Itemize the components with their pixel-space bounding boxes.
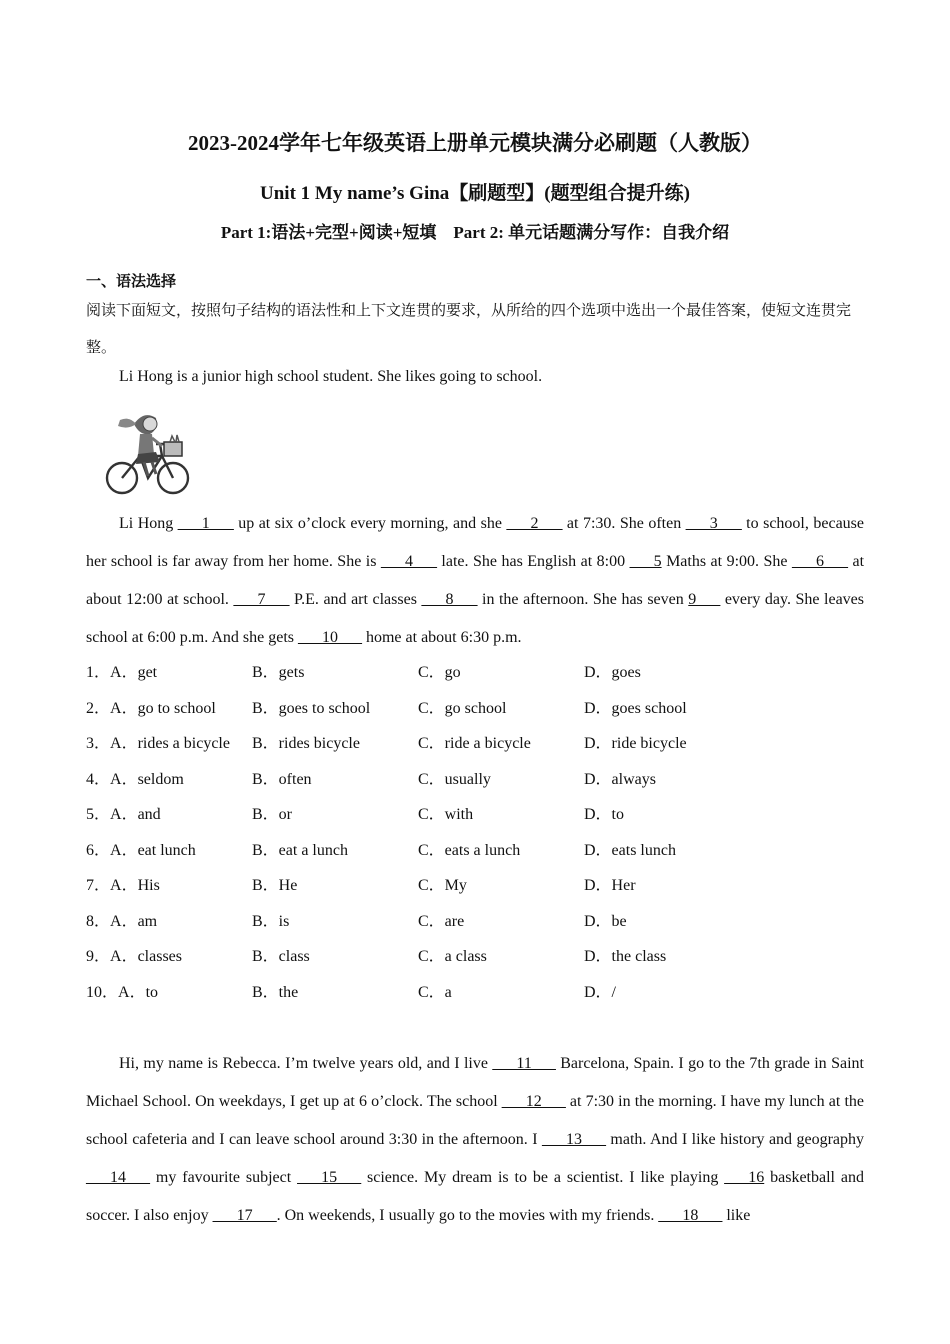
- option-c: C．ride a bicycle: [418, 735, 531, 752]
- question-item: [86, 726, 866, 762]
- option-c: C．My: [418, 877, 467, 894]
- blank-6: ___6___: [791, 553, 848, 570]
- option-d: D．goes school: [584, 699, 687, 717]
- parts-line: Part 1:语法+完型+阅读+短填 Part 2: 单元话题满分写作：自我介绍: [220, 223, 730, 242]
- passage-text: P.E. and art classes: [289, 591, 422, 608]
- intro-sentence: Li Hong is a junior high school student. She likes going to school.: [119, 368, 543, 385]
- blank-16: ___16: [724, 1169, 765, 1186]
- option-a: 10．A．to: [86, 983, 159, 1001]
- option-a: 8．A．am: [86, 912, 158, 930]
- passage-text: like: [722, 1207, 751, 1224]
- option-c: C．go school: [418, 699, 507, 717]
- blank-7: ___7___: [233, 591, 290, 608]
- option-a: 3．A．rides a bicycle: [86, 735, 230, 752]
- question-item: [86, 833, 866, 869]
- section-heading: 一、语法选择: [86, 272, 177, 290]
- option-a: 9．A．classes: [86, 948, 183, 965]
- blank-14: ___14___: [86, 1169, 150, 1186]
- passage-text: Li Hong: [119, 515, 178, 532]
- document-title: 2023-2024学年七年级英语上册单元模块满分必刷题（人教版）: [188, 131, 762, 155]
- option-d: D．to: [584, 806, 625, 823]
- option-b: B．often: [252, 770, 312, 788]
- option-c: C．a: [418, 983, 452, 1001]
- option-b: B．class: [252, 948, 310, 965]
- blank-10: ___10___: [297, 629, 362, 646]
- question-item: [86, 797, 866, 833]
- option-c: C．with: [418, 806, 474, 823]
- option-d: D．/: [584, 983, 617, 1001]
- option-a: 2．A．go to school: [86, 699, 216, 717]
- option-b: B．gets: [252, 664, 305, 681]
- blank-3: ___3___: [685, 515, 742, 532]
- option-a: 1．A．get: [86, 664, 158, 681]
- option-b: B．eat a lunch: [252, 841, 348, 859]
- question-item: [86, 868, 866, 904]
- girl-riding-bicycle-illustration: [100, 404, 192, 496]
- option-a: 5．A．and: [86, 806, 161, 823]
- passage-text: at about 12:00 at school.: [86, 553, 865, 608]
- passage-text: Maths at 9:00. She: [661, 553, 792, 570]
- passage-text: at 7:30. She often: [562, 515, 686, 532]
- option-d: D．always: [584, 770, 656, 788]
- cloze-passage-2: [86, 1045, 864, 1235]
- blank-15: ___15___: [297, 1169, 362, 1186]
- blank-11: ___11___: [492, 1055, 556, 1072]
- option-a: 6．A．eat lunch: [86, 841, 196, 859]
- blank-9: 9___: [688, 591, 721, 608]
- blank-12: ___12___: [501, 1093, 566, 1110]
- passage-text: science. My dream is to be a scientist. I like playing: [361, 1169, 725, 1186]
- passage-text: every day. She leaves school at 6:00 p.m. And she gets: [86, 591, 864, 646]
- option-c: C．usually: [418, 770, 491, 788]
- option-d: D．goes: [584, 664, 641, 681]
- section-instruction: 阅读下面短文，按照句子结构的语法性和上下文连贯的要求，从所给的四个选项中选出一个最佳答案，使短文连贯完整。: [86, 301, 852, 356]
- cloze-passage-1: [86, 505, 864, 657]
- passage-text: my favourite subject: [150, 1169, 298, 1186]
- passage-text: home at about 6:30 p.m.: [361, 629, 522, 646]
- passage-text: basketball and soccer. I also enjoy: [86, 1169, 864, 1224]
- passage-text: . On weekends, I usually go to the movies with my friends.: [276, 1207, 659, 1224]
- blank-5: ___5: [629, 553, 662, 570]
- option-c: C．eats a lunch: [418, 841, 521, 859]
- question-item: [86, 691, 866, 727]
- passage-text: Hi, my name is Rebecca. I’m twelve years old, and I live: [119, 1055, 493, 1072]
- blank-18: ___18___: [658, 1207, 723, 1224]
- option-b: B．the: [252, 983, 299, 1001]
- question-list: [86, 655, 866, 1010]
- blank-1: ___1___: [177, 515, 234, 532]
- blank-17: ___17___: [212, 1207, 277, 1224]
- option-c: C．go: [418, 664, 461, 681]
- option-b: B．rides bicycle: [252, 735, 360, 752]
- option-a: 7．A．His: [86, 877, 160, 894]
- passage-text: up at six o’clock every morning, and she: [233, 515, 507, 532]
- option-d: D．ride bicycle: [584, 735, 687, 752]
- passage-text: math. And I like history and geography: [605, 1131, 865, 1148]
- blank-13: ___13___: [541, 1131, 606, 1148]
- passage-text: in the afternoon. She has seven: [477, 591, 689, 608]
- option-b: B．or: [252, 806, 293, 823]
- passage-text: late. She has English at 8:00: [436, 553, 630, 570]
- question-item: [86, 762, 866, 798]
- question-item: [86, 975, 866, 1011]
- question-item: [86, 904, 866, 940]
- blank-8: ___8___: [421, 591, 478, 608]
- question-item: [86, 655, 866, 691]
- unit-subtitle: Unit 1 My name’s Gina【刷题型】(题型组合提升练): [260, 183, 690, 204]
- option-c: C．are: [418, 912, 465, 930]
- option-d: D．be: [584, 912, 627, 930]
- option-b: B．is: [252, 912, 290, 930]
- passage-text: to school, because her school is far away from her home. She is: [86, 515, 864, 570]
- option-d: D．Her: [584, 877, 636, 894]
- passage-text: at 7:30 in the morning. I have my lunch at the school cafeteria and I can leave school around 3:30 in the afternoon. I: [86, 1093, 865, 1148]
- question-item: [86, 939, 866, 975]
- blank-2: ___2___: [506, 515, 563, 532]
- option-c: C．a class: [418, 948, 487, 965]
- passage-text: Barcelona, Spain. I go to the 7th grade in Saint Michael School. On weekdays, I get up at 6 o’clock. The school: [86, 1055, 864, 1110]
- option-d: D．eats lunch: [584, 841, 676, 859]
- option-a: 4．A．seldom: [86, 770, 184, 788]
- blank-4: ___4___: [380, 553, 437, 570]
- option-b: B．goes to school: [252, 699, 371, 717]
- option-d: D．the class: [584, 948, 667, 965]
- option-b: B．He: [252, 877, 298, 894]
